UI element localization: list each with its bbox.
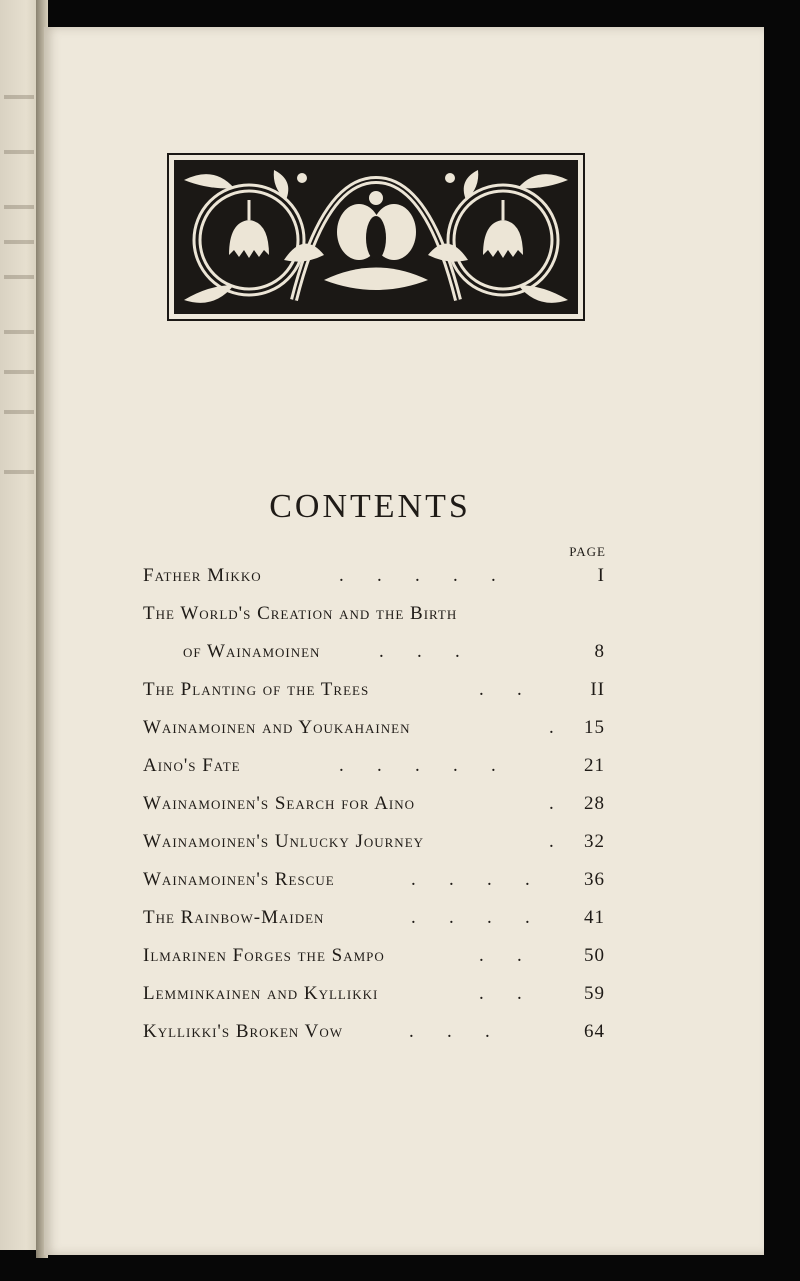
page-column-label: PAGE — [569, 544, 606, 559]
toc-entry-title: of Wainamoinen — [183, 641, 321, 662]
toc-entry-title: Ilmarinen Forges the Sampo — [143, 945, 385, 966]
toc-entry-leader: . . — [479, 679, 522, 700]
toc-entry[interactable] — [143, 603, 605, 633]
toc-entry[interactable] — [143, 945, 605, 975]
toc-entry-page: 59 — [584, 983, 605, 1004]
toc-entry-title: Wainamoinen's Search for Aino — [143, 793, 416, 814]
toc-entry-leader: . . — [479, 945, 522, 966]
toc-entry[interactable] — [143, 755, 605, 785]
toc-entry-leader: . — [549, 717, 554, 738]
toc-entry-leader: . . . . — [411, 907, 530, 928]
toc-entry-page: 50 — [584, 945, 605, 966]
toc-entry-title: Lemminkainen and Kyllikki — [143, 983, 379, 1004]
toc-entry[interactable] — [143, 717, 605, 747]
toc-entry-title: The World's Creation and the Birth — [143, 603, 458, 624]
toc-entry-page: 8 — [594, 641, 605, 662]
toc-entry-title: The Planting of the Trees — [143, 679, 370, 700]
toc-entry[interactable] — [143, 983, 605, 1013]
toc-entry-page: 64 — [584, 1021, 605, 1042]
toc-entry-title: Father Mikko — [143, 565, 262, 586]
toc-entry-leader: . — [549, 831, 554, 852]
toc-entry[interactable] — [143, 907, 605, 937]
toc-entry-page: 15 — [584, 717, 605, 738]
toc-entry-page: I — [597, 565, 605, 586]
toc-entry-title: Wainamoinen and Youkahainen — [143, 717, 411, 738]
toc-entry[interactable] — [143, 831, 605, 861]
toc-entry[interactable] — [143, 565, 605, 595]
toc-entry-page: II — [590, 679, 605, 700]
toc-entry[interactable] — [143, 679, 605, 709]
toc-entry[interactable] — [143, 1021, 605, 1051]
toc-entry-leader: . . . — [409, 1021, 490, 1042]
toc-entry-title: Kyllikki's Broken Vow — [143, 1021, 344, 1042]
toc-entry-leader: . — [549, 793, 554, 814]
toc-entry-title: The Rainbow-Maiden — [143, 907, 325, 928]
toc-entry-title: Aino's Fate — [143, 755, 241, 776]
toc-entry-title: Wainamoinen's Unlucky Journey — [143, 831, 425, 852]
toc-entry-leader: . . . — [379, 641, 460, 662]
toc-entry-page: 21 — [584, 755, 605, 776]
toc-entry-leader: . . . . . — [339, 755, 496, 776]
toc-entry-title: Wainamoinen's Rescue — [143, 869, 335, 890]
toc-entry-page: 32 — [584, 831, 605, 852]
toc-entry[interactable] — [143, 869, 605, 899]
ornament-headpiece-icon — [167, 153, 585, 321]
toc-entry[interactable] — [143, 793, 605, 823]
toc-entry-continuation[interactable] — [183, 641, 605, 671]
toc-entry-page: 28 — [584, 793, 605, 814]
toc-entry-page: 41 — [584, 907, 605, 928]
toc-entry-leader: . . . . . — [339, 565, 496, 586]
toc-entry-page: 36 — [584, 869, 605, 890]
toc-entry-leader: . . . . — [411, 869, 530, 890]
toc-entry-leader: . . — [479, 983, 522, 1004]
contents-heading: CONTENTS — [269, 488, 471, 525]
